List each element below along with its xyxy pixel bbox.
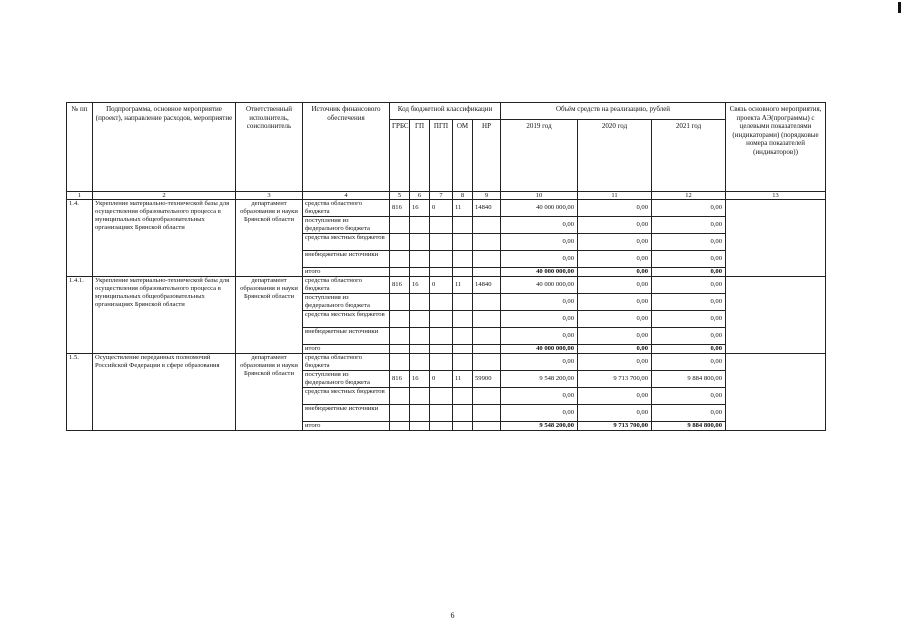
header-code-om: ОМ [453,120,473,192]
code-grbs: 816 [390,200,410,217]
code-gp: 16 [410,277,430,294]
column-number: 5 [390,192,410,200]
code-cell [430,268,453,277]
row-number: 1.4. [67,200,93,277]
code-cell [453,294,473,311]
code-nr: 59900 [473,371,501,388]
table-row [67,354,826,371]
source-federal: поступления из федерального бюджета [303,294,390,311]
amount-2020: 0,00 [578,294,652,311]
source-local: средства местных бюджетов [303,388,390,405]
code-cell [430,328,453,345]
amount-2019: 0,00 [501,294,578,311]
source-extrabudgetary: внебюджетные источники [303,328,390,345]
amount-2019: 9 548 200,00 [501,371,578,388]
total-2019: 40 000 000,00 [501,345,578,354]
code-pgp: 0 [430,371,453,388]
code-cell [430,405,453,422]
measure-description: Осуществление переданных полномочий Российской Федерации в сфере образования [93,354,236,431]
header-indicators: Связь основного мероприятия, проекта АЭ(программы) с целевыми показателями (индикаторами) (порядковые номера показателей (индикаторов)) [726,103,826,192]
code-cell [473,234,501,251]
column-number: 1 [67,192,93,200]
code-cell [453,251,473,268]
code-cell [473,388,501,405]
column-number: 2 [93,192,236,200]
code-nr: 14840 [473,277,501,294]
code-cell [430,311,453,328]
budget-table-sheet [66,102,825,431]
amount-2020: 0,00 [578,217,652,234]
code-cell [410,422,430,431]
header-year-2021: 2021 год [652,120,726,192]
code-grbs: 816 [390,277,410,294]
source-federal: поступления из федерального бюджета [303,371,390,388]
amount-2019: 0,00 [501,328,578,345]
amount-2019: 0,00 [501,311,578,328]
amount-2020: 0,00 [578,388,652,405]
amount-2021: 0,00 [652,251,726,268]
code-cell [390,345,410,354]
code-gp: 16 [410,371,430,388]
code-cell [390,328,410,345]
column-number-row [67,192,826,200]
total-2019: 9 548 200,00 [501,422,578,431]
code-cell [473,345,501,354]
code-cell [430,251,453,268]
amount-2019: 0,00 [501,388,578,405]
code-cell [453,388,473,405]
amount-2020: 0,00 [578,277,652,294]
column-number: 7 [430,192,453,200]
header-budget-code: Код бюджетной классификации [390,103,501,120]
column-number: 9 [473,192,501,200]
header-num: № пп [67,103,93,192]
code-om: 11 [453,200,473,217]
code-cell [430,234,453,251]
source-extrabudgetary: внебюджетные источники [303,405,390,422]
code-cell [390,311,410,328]
header-executor: Ответственный исполнитель, соисполнитель [236,103,303,192]
code-cell [453,234,473,251]
amount-2021: 0,00 [652,234,726,251]
total-2021: 0,00 [652,268,726,277]
header-code-gp: ГП [410,120,430,192]
source-regional: средства областного бюджета [303,277,390,294]
code-cell [453,328,473,345]
amount-2019: 0,00 [501,251,578,268]
code-grbs: 816 [390,371,410,388]
column-number: 4 [303,192,390,200]
total-2020: 0,00 [578,268,652,277]
column-number: 13 [726,192,826,200]
code-cell [410,405,430,422]
column-number: 3 [236,192,303,200]
header-source: Источник финансового обеспечения [303,103,390,192]
code-cell [473,405,501,422]
code-cell [473,422,501,431]
code-cell [473,354,501,371]
total-2021: 0,00 [652,345,726,354]
code-pgp: 0 [430,277,453,294]
code-cell [430,217,453,234]
amount-2021: 9 884 800,00 [652,371,726,388]
amount-2019: 40 000 000,00 [501,200,578,217]
code-cell [430,388,453,405]
code-cell [410,268,430,277]
amount-2021: 0,00 [652,405,726,422]
code-cell [390,251,410,268]
code-cell [390,217,410,234]
total-2021: 9 884 800,00 [652,422,726,431]
code-om: 11 [453,371,473,388]
code-cell [390,405,410,422]
amount-2019: 0,00 [501,234,578,251]
amount-2021: 0,00 [652,294,726,311]
amount-2021: 0,00 [652,217,726,234]
code-cell [410,251,430,268]
indicator-link [726,354,826,431]
amount-2019: 0,00 [501,354,578,371]
code-cell [410,328,430,345]
column-number: 6 [410,192,430,200]
code-cell [430,345,453,354]
column-number: 10 [501,192,578,200]
code-cell [473,251,501,268]
amount-2021: 0,00 [652,311,726,328]
header-code-nr: НР [473,120,501,192]
amount-2019: 0,00 [501,217,578,234]
measure-description: Укрепление материально-технической базы для осуществления образовательного процесса в муниципальных общеобразовательных организациях Брянской области [93,200,236,277]
code-om: 11 [453,277,473,294]
header-measure: Подпрограмма, основное мероприятие (проект), направление расходов, мероприятие [93,103,236,192]
total-2020: 9 713 700,00 [578,422,652,431]
header-year-2019: 2019 год [501,120,578,192]
code-cell [473,268,501,277]
source-local: средства местных бюджетов [303,311,390,328]
amount-2020: 0,00 [578,405,652,422]
code-cell [430,354,453,371]
code-nr: 14840 [473,200,501,217]
amount-2019: 40 000 000,00 [501,277,578,294]
table-row [67,277,826,294]
total-2020: 0,00 [578,345,652,354]
amount-2020: 0,00 [578,328,652,345]
code-cell [453,405,473,422]
column-number: 8 [453,192,473,200]
table-row [67,200,826,217]
indicator-link [726,277,826,354]
amount-2020: 0,00 [578,234,652,251]
amount-2021: 0,00 [652,277,726,294]
amount-2020: 0,00 [578,311,652,328]
code-cell [473,311,501,328]
code-pgp: 0 [430,200,453,217]
amount-2019: 0,00 [501,405,578,422]
page-number: 6 [450,611,455,620]
row-number: 1.5. [67,354,93,431]
indicator-link [726,200,826,277]
code-cell [430,294,453,311]
code-cell [410,217,430,234]
code-cell [410,388,430,405]
amount-2020: 0,00 [578,200,652,217]
amount-2020: 0,00 [578,251,652,268]
amount-2020: 9 713 700,00 [578,371,652,388]
source-federal: поступления из федерального бюджета [303,217,390,234]
code-cell [453,354,473,371]
column-number: 12 [652,192,726,200]
header-code-grbs: ГРБС [390,120,410,192]
amount-2021: 0,00 [652,200,726,217]
measure-description: Укрепление материально-технической базы для осуществления образовательного процесса в муниципальных общеобразовательных организациях Брянской области [93,277,236,354]
amount-2021: 0,00 [652,354,726,371]
code-cell [410,354,430,371]
code-cell [390,294,410,311]
header-code-pgp: ПГП [430,120,453,192]
code-cell [410,294,430,311]
source-total: итого [303,345,390,354]
amount-2021: 0,00 [652,388,726,405]
responsible-executor: департамент образования и науки Брянской области [236,200,303,277]
source-regional: средства областного бюджета [303,354,390,371]
column-number: 11 [578,192,652,200]
source-local: средства местных бюджетов [303,234,390,251]
scan-edge-mark [898,2,901,13]
source-regional: средства областного бюджета [303,200,390,217]
code-cell [473,328,501,345]
code-cell [473,294,501,311]
code-cell [430,422,453,431]
total-2019: 40 000 000,00 [501,268,578,277]
header-year-2020: 2020 год [578,120,652,192]
code-cell [453,422,473,431]
code-cell [410,311,430,328]
code-cell [390,234,410,251]
row-number: 1.4.1. [67,277,93,354]
source-total: итого [303,268,390,277]
code-cell [390,354,410,371]
code-cell [410,234,430,251]
code-cell [453,345,473,354]
code-cell [453,311,473,328]
code-cell [453,217,473,234]
budget-table [66,102,826,431]
code-cell [473,217,501,234]
header-funding: Объём средств на реализацию, рублей [501,103,726,120]
source-total: итого [303,422,390,431]
amount-2021: 0,00 [652,328,726,345]
code-cell [390,268,410,277]
amount-2020: 0,00 [578,354,652,371]
responsible-executor: департамент образования и науки Брянской области [236,277,303,354]
responsible-executor: департамент образования и науки Брянской области [236,354,303,431]
code-gp: 16 [410,200,430,217]
code-cell [390,422,410,431]
code-cell [390,388,410,405]
source-extrabudgetary: внебюджетные источники [303,251,390,268]
code-cell [453,268,473,277]
code-cell [410,345,430,354]
